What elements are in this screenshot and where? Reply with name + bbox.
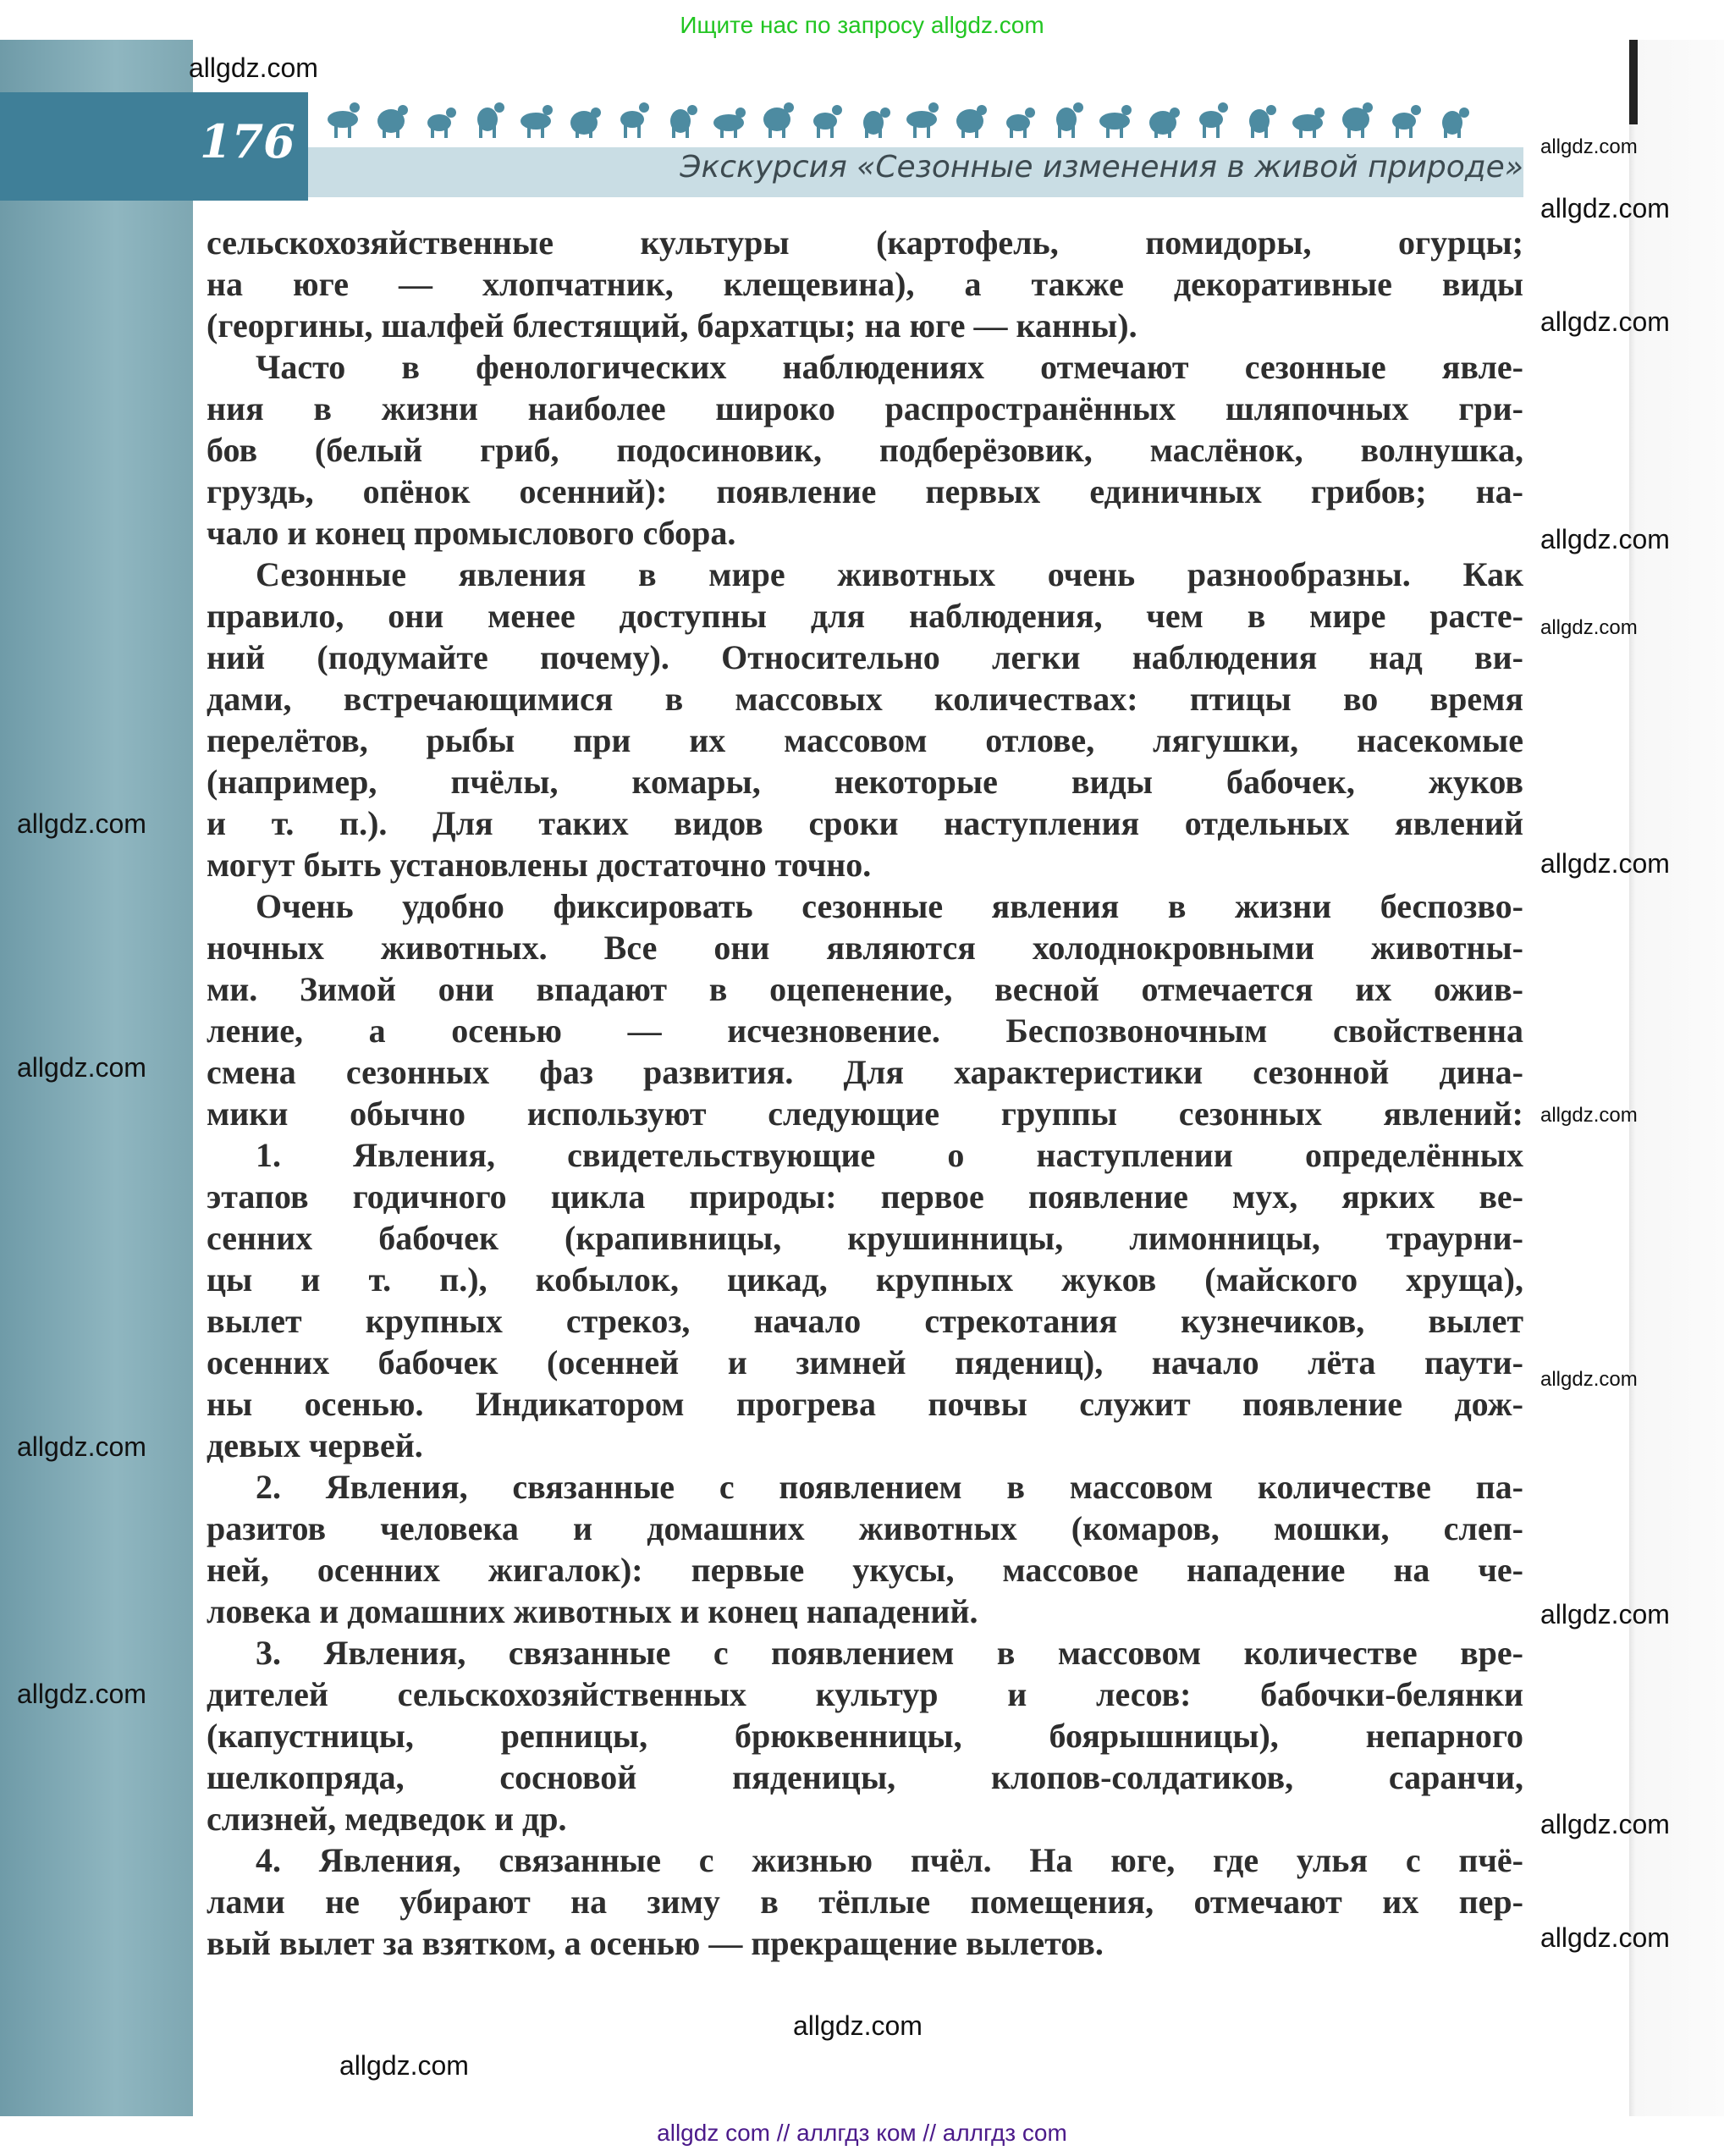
text-line: [207, 1425, 1523, 1466]
watermark: allgdz.com: [17, 808, 146, 839]
animal-silhouette-icon: [1006, 108, 1035, 138]
text-line: [207, 1300, 1523, 1342]
animal-silhouette-icon: [477, 102, 504, 138]
line-text: вылет крупных стрекоз, начало стрекотания кузнечиков, вылет: [207, 1302, 1523, 1340]
watermark: allgdz.com: [1540, 1599, 1670, 1629]
line-text: 3. Явления, связанные с появлением в массовом количестве вре-: [256, 1634, 1523, 1672]
watermark: allgdz.com: [1540, 848, 1670, 879]
line-text: перелётов, рыбы при их массовом отлове, лягушки, насекомые: [207, 721, 1523, 759]
animal-silhouette-icon: [427, 108, 456, 138]
line-text: Очень удобно фиксировать сезонные явления в жизни беспозво-: [256, 887, 1523, 925]
line-text: мики обычно используют следующие группы сезонных явлений:: [207, 1095, 1523, 1133]
line-text: ней, осенних жигалок): первые укусы, массовое нападение на че-: [207, 1551, 1523, 1589]
line-text: 2. Явления, связанные с появлением в массовом количестве па-: [256, 1468, 1523, 1506]
text-line: [207, 1674, 1523, 1715]
text-line: [207, 720, 1523, 761]
text-line: [207, 1881, 1523, 1922]
line-text: смена сезонных фаз развития. Для характеристики сезонной дина-: [207, 1053, 1523, 1091]
line-text: сельскохозяйственные культуры (картофель, помидоры, огурцы;: [207, 223, 1523, 262]
animal-silhouette-icon: [713, 108, 746, 138]
line-text: бов (белый гриб, подосиновик, подберёзовик, маслёнок, волнушка,: [207, 431, 1523, 469]
text-line: [207, 346, 1523, 388]
line-text: цы и т. п.), кобылок, цикад, крупных жуков (майского хруща),: [207, 1260, 1523, 1299]
watermark: allgdz.com: [1540, 524, 1670, 554]
text-line: [207, 761, 1523, 802]
line-text: ночных животных. Все они являются холоднокровными животны-: [207, 929, 1523, 967]
line-text: вый вылет за взятком, а осенью — прекращение вылетов.: [207, 1924, 1104, 1962]
watermark: allgdz.com: [17, 1679, 146, 1709]
body-text: [207, 222, 1523, 1964]
text-line: [207, 595, 1523, 637]
text-line: [207, 1466, 1523, 1508]
text-line: [207, 1010, 1523, 1051]
line-text: чало и конец промыслового сбора.: [207, 514, 736, 552]
line-text: могут быть установлены достаточно точно.: [207, 846, 872, 884]
top-search-banner: Ищите нас по запросу allgdz.com: [680, 12, 1044, 38]
text-line: [207, 1798, 1523, 1839]
line-text: груздь, опёнок осенний): появление первых единичных грибов; на-: [207, 472, 1523, 510]
animal-silhouette-icon: [328, 102, 360, 138]
animal-silhouette-icon: [1442, 108, 1469, 138]
watermark: allgdz.com: [1540, 616, 1638, 639]
line-text: Часто в фенологических наблюдениях отмечают сезонные явле-: [256, 348, 1523, 386]
text-line: [207, 1383, 1523, 1425]
watermark: allgdz.com: [1540, 1368, 1638, 1391]
text-line: [207, 1176, 1523, 1217]
text-line: [207, 1591, 1523, 1632]
line-text: 1. Явления, свидетельствующие о наступлении определённых: [256, 1136, 1523, 1174]
line-text: (например, пчёлы, комары, некоторые виды бабочек, жуков: [207, 763, 1523, 801]
text-line: [207, 678, 1523, 720]
text-line: [207, 1549, 1523, 1591]
line-text: ми. Зимой они впадают в оцепенение, весной отмечается их ожив-: [207, 970, 1523, 1008]
text-line: [207, 1715, 1523, 1756]
line-text: слизней, медведок и др.: [207, 1800, 567, 1838]
text-line: [207, 637, 1523, 678]
line-text: очень разнообразны. Как: [995, 555, 1523, 593]
watermark: allgdz.com: [1540, 1809, 1670, 1839]
text-line: [207, 1259, 1523, 1300]
animal-silhouette-icon: [1099, 105, 1132, 138]
line-text: шелкопряда, сосновой пяденицы, клопов-солдатиков, саранчи,: [207, 1758, 1523, 1796]
text-line: [207, 968, 1523, 1010]
line-text: ний (подумайте почему). Относительно легки наблюдения над ви-: [207, 638, 1523, 676]
text-line: [207, 388, 1523, 429]
line-text: этапов годичного цикла природы: первое появление мух, ярких ве-: [207, 1177, 1523, 1216]
watermark: allgdz.com: [189, 52, 318, 83]
text-line: [207, 1756, 1523, 1798]
text-line: [207, 885, 1523, 927]
line-text: ловека и домашних животных и конец нападений.: [207, 1592, 978, 1630]
line-text: разитов человека и домашних животных (комаров, мошки, слеп-: [207, 1509, 1523, 1547]
animal-silhouette-icon: [763, 102, 794, 138]
line-text: девых червей.: [207, 1426, 423, 1464]
animal-silhouette-icon: [1199, 102, 1228, 138]
animal-silhouette-icon: [1392, 105, 1421, 138]
bottom-site-banner: allgdz com // аллгдз ком // аллгдз com: [657, 2120, 1067, 2146]
watermark: allgdz.com: [1540, 193, 1670, 223]
watermark: allgdz.com: [1540, 1922, 1670, 1953]
animal-silhouette-icon: [1342, 102, 1373, 138]
line-text: осенних бабочек (осенней и зимней пядениц), начало лёта паути-: [207, 1343, 1523, 1381]
textbook-page: [0, 40, 1724, 2116]
animal-silhouette-icon: [956, 105, 987, 138]
text-line: [207, 1508, 1523, 1549]
line-text: (георгины, шалфей блестящий, бархатцы; на юге — канны).: [207, 306, 1137, 345]
chapter-title: Экскурсия «Сезонные изменения в живой природе»: [680, 150, 1523, 185]
line-text: 4. Явления, связанные с жизнью пчёл. На юге, где улья с пчё-: [256, 1841, 1523, 1879]
animal-silhouette-icon: [906, 102, 939, 138]
animal-silhouette-icon: [1249, 105, 1276, 138]
line-text: правило, они менее доступны для наблюдения, чем в мире расте-: [207, 597, 1523, 635]
line-text: сенних бабочек (крапивницы, крушинницы, лимонницы, траурни-: [207, 1219, 1523, 1257]
watermark: allgdz.com: [1540, 135, 1638, 158]
animal-silhouette-icon: [1292, 108, 1325, 138]
animal-silhouette-icon: [863, 108, 890, 138]
animal-silhouette-icon: [1056, 102, 1083, 138]
bold-term: Сезонные явления в мире животных: [256, 555, 996, 593]
text-line: [207, 1839, 1523, 1881]
line-text: и т. п.). Для таких видов сроки наступления отдельных явлений: [207, 804, 1523, 842]
animal-silhouette-icon: [813, 105, 842, 138]
text-line: [207, 1217, 1523, 1259]
text-line: [207, 927, 1523, 968]
text-line: [207, 844, 1523, 885]
text-line: [207, 263, 1523, 305]
text-line: [207, 1632, 1523, 1674]
text-line: [207, 1051, 1523, 1093]
text-line: [207, 222, 1523, 263]
page-right-margin: [1629, 40, 1724, 2116]
page-number: 176: [200, 114, 295, 168]
watermark: allgdz.com: [17, 1052, 146, 1083]
text-line: [207, 1342, 1523, 1383]
watermark: allgdz.com: [339, 2050, 469, 2081]
text-line: [207, 802, 1523, 844]
watermark: allgdz.com: [17, 1431, 146, 1462]
line-text: дами, встречающимися в массовых количествах: птицы во время: [207, 680, 1523, 718]
text-line: [207, 305, 1523, 346]
animal-silhouette-icon: [521, 105, 553, 138]
line-text: (капустницы, репницы, брюквенницы, боярышницы), непарного: [207, 1717, 1523, 1755]
text-line: [207, 512, 1523, 554]
text-line: [207, 471, 1523, 512]
animal-silhouettes-icon: [322, 96, 1490, 140]
watermark: allgdz.com: [793, 2010, 923, 2041]
text-line: [207, 429, 1523, 471]
text-line: [207, 554, 1523, 595]
watermark: allgdz.com: [1540, 306, 1670, 337]
line-text: на юге — хлопчатник, клещевина), а также декоративные виды: [207, 265, 1523, 303]
line-text: лами не убирают на зиму в тёплые помещения, отмечают их пер-: [207, 1883, 1523, 1921]
line-text: ны осенью. Индикатором прогрева почвы служит появление дож-: [207, 1385, 1523, 1423]
line-text: дителей сельскохозяйственных культур и лесов: бабочки-белянки: [207, 1675, 1523, 1713]
text-line: [207, 1922, 1523, 1964]
animal-silhouette-icon: [570, 108, 601, 138]
text-line: [207, 1093, 1523, 1134]
animal-silhouette-icon: [620, 102, 649, 138]
text-line: [207, 1134, 1523, 1176]
watermark: allgdz.com: [1540, 1104, 1638, 1127]
line-text: ния в жизни наиболее широко распространённых шляпочных гри-: [207, 389, 1523, 427]
animal-silhouette-icon: [377, 105, 408, 138]
animal-silhouette-icon: [1149, 108, 1180, 138]
animal-silhouette-icon: [670, 105, 697, 138]
page-edge-bar: [1629, 40, 1638, 124]
line-text: ление, а осенью — исчезновение. Беспозвоночным свойственна: [207, 1012, 1523, 1050]
